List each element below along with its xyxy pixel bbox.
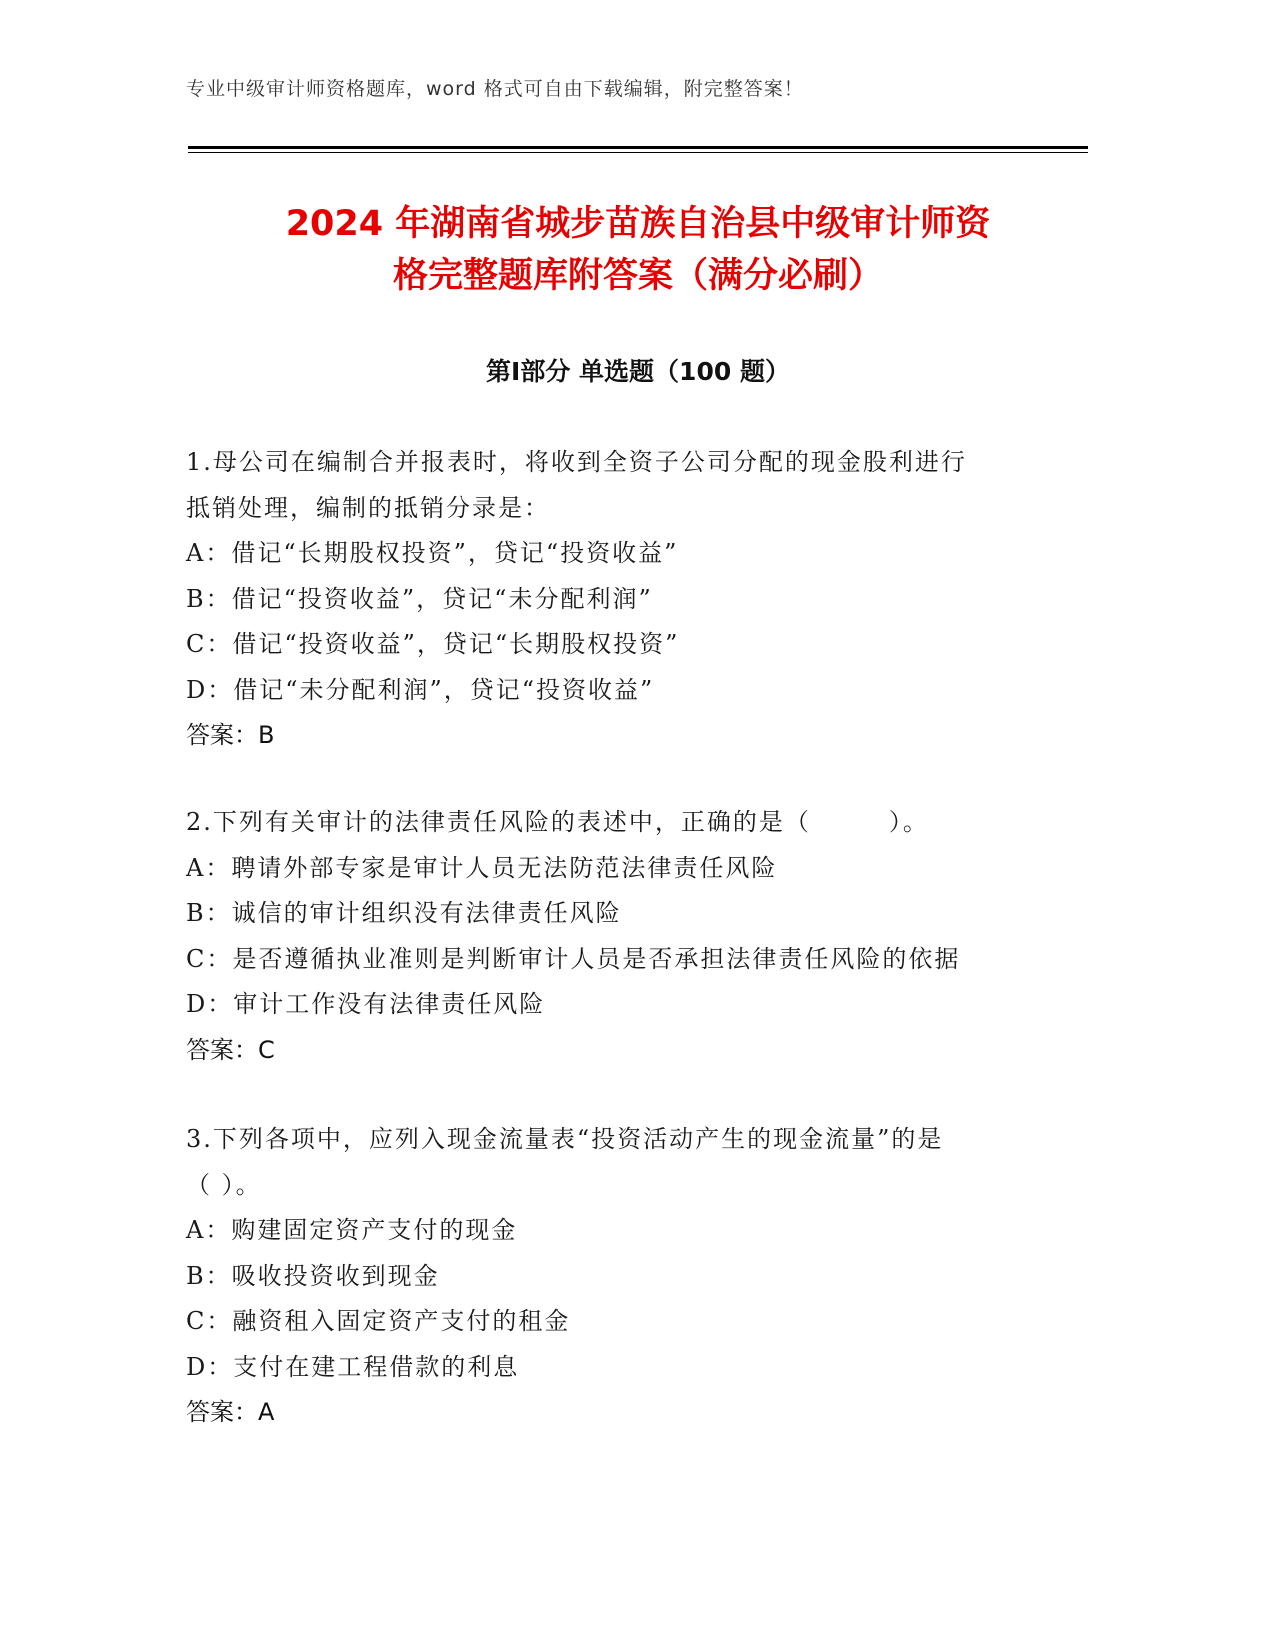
question-option-b: B：吸收投资收到现金	[186, 1261, 440, 1290]
header-divider-thin	[188, 152, 1088, 153]
question-stem-line: 2.下列有关审计的法律责任风险的表述中，正确的是（ ）。	[186, 808, 929, 836]
question-option-b: B：借记“投资收益”，贷记“未分配利润”	[186, 584, 653, 613]
header-note: 专业中级审计师资格题库，word 格式可自由下载编辑，附完整答案！	[186, 78, 804, 100]
question-stem-line: 1.母公司在编制合并报表时，将收到全资子公司分配的现金股利进行	[186, 448, 967, 476]
question-answer: 答案：C	[186, 1035, 275, 1064]
section-heading: 第Ⅰ部分 单选题（100 题）	[486, 357, 790, 386]
question-option-a: A：购建固定资产支付的现金	[186, 1216, 518, 1244]
question-stem-line: 3.下列各项中，应列入现金流量表“投资活动产生的现金流量”的是	[186, 1125, 944, 1153]
question-option-d: D：审计工作没有法律责任风险	[186, 990, 546, 1018]
question-3	[186, 1117, 1086, 1436]
question-answer: 答案：B	[186, 721, 275, 749]
question-option-c: C：借记“投资收益”，贷记“长期股权投资”	[186, 630, 680, 658]
document-title-line-2: 格完整题库附答案（满分必刷）	[392, 256, 883, 296]
question-option-d: D：借记“未分配利润”，贷记“投资收益”	[186, 675, 655, 704]
question-stem-line: （ ）。	[186, 1170, 262, 1199]
question-option-b: B：诚信的审计组织没有法律责任风险	[186, 899, 622, 927]
question-answer: 答案：A	[186, 1398, 275, 1426]
question-option-c: C：融资租入固定资产支付的租金	[186, 1307, 571, 1335]
question-stem-line: 抵销处理，编制的抵销分录是：	[186, 493, 550, 522]
question-option-d: D：支付在建工程借款的利息	[186, 1352, 520, 1381]
document-title	[188, 198, 1088, 302]
question-2	[186, 800, 1086, 1073]
question-option-c: C：是否遵循执业准则是判断审计人员是否承担法律责任风险的依据	[186, 944, 961, 973]
question-option-a: A：借记“长期股权投资”，贷记“投资收益”	[186, 539, 679, 567]
question-option-a: A：聘请外部专家是审计人员无法防范法律责任风险	[186, 853, 778, 882]
question-1	[186, 440, 1086, 759]
document-title-line-1: 2024 年湖南省城步苗族自治县中级审计师资	[285, 204, 991, 244]
header-divider-thick	[188, 146, 1088, 149]
